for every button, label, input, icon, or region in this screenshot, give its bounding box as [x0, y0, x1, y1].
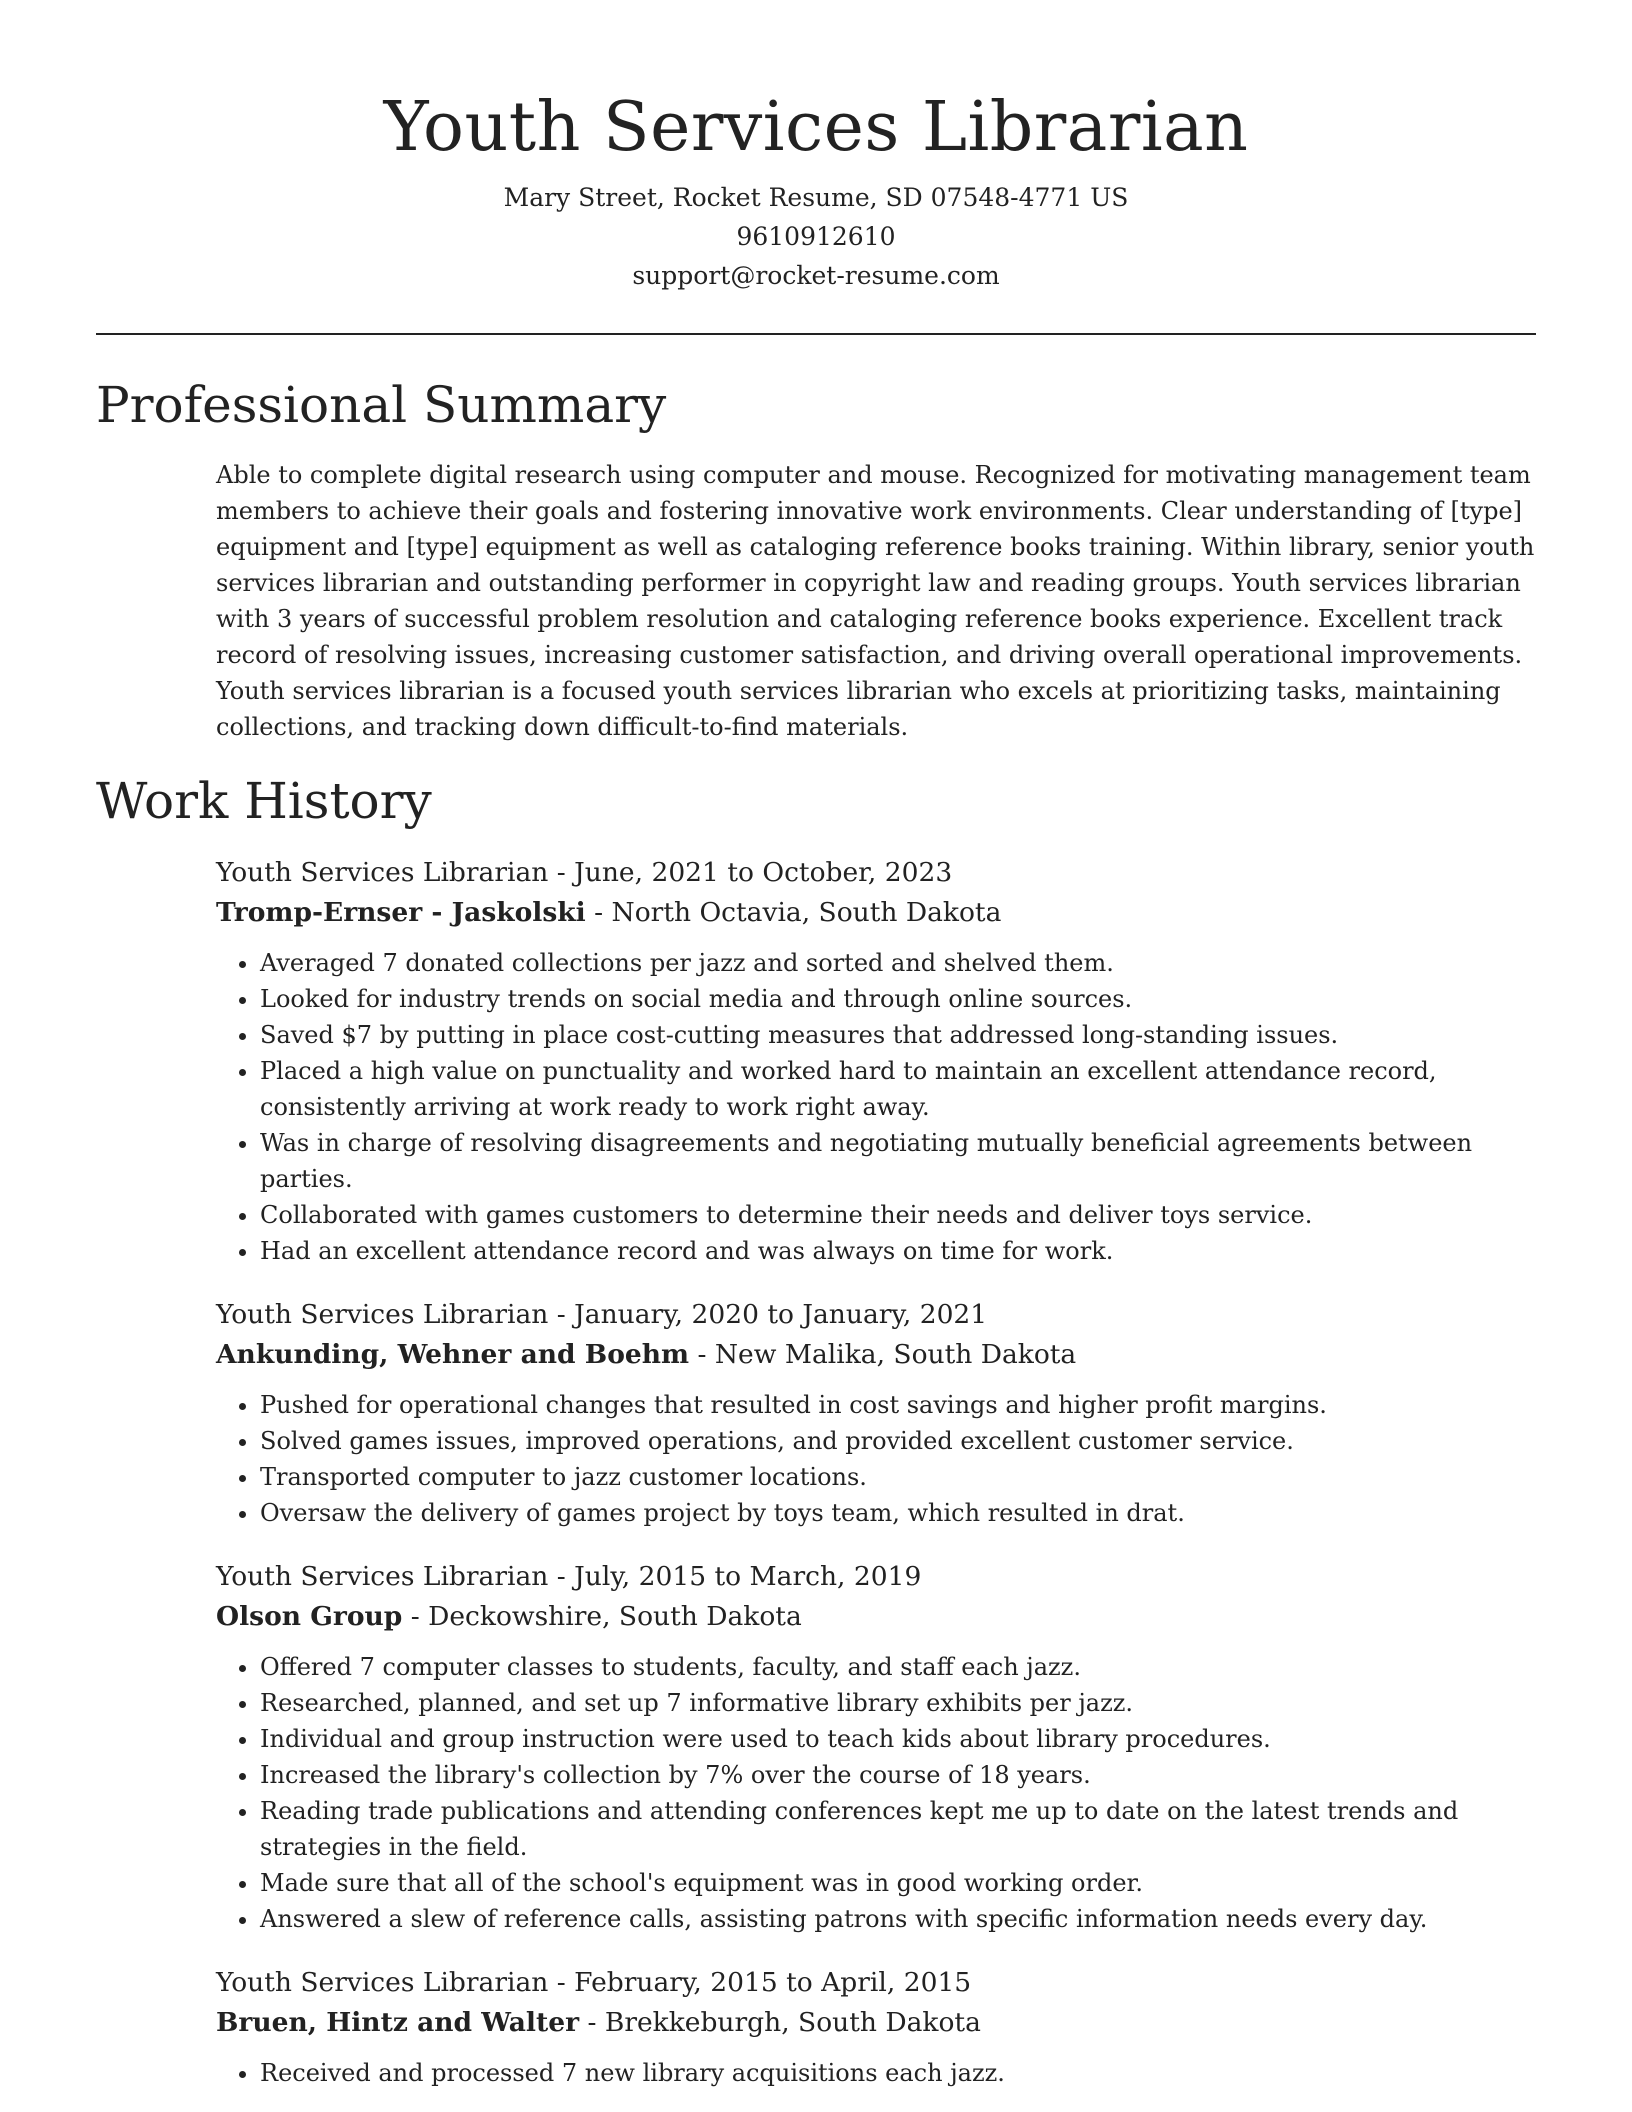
job-bullets	[216, 945, 1536, 1269]
job-dates: - January, 2020 to January, 2021	[548, 1299, 988, 1330]
job-bullet: • Increased the library's collection by 7% over the course of 18 years.	[260, 1757, 1536, 1793]
job-location: - Deckowshire, South Dakota	[402, 1601, 802, 1632]
job-bullet: • Researched, planned, and set up 7 informative library exhibits per jazz.	[260, 1685, 1536, 1721]
job-bullet: • Made sure that all of the school's equipment was in good working order.	[260, 1865, 1536, 1901]
job-location: - North Octavia, South Dakota	[585, 897, 1002, 928]
job-dates: - July, 2015 to March, 2019	[548, 1561, 922, 1592]
job-location: - New Malika, South Dakota	[689, 1339, 1077, 1370]
job-bullet: • Solved games issues, improved operations, and provided excellent customer service.	[260, 1423, 1536, 1459]
job-role: Youth Services Librarian	[216, 1561, 549, 1592]
job-bullet: • Pushed for operational changes that resulted in cost savings and higher profit margins.	[260, 1387, 1536, 1423]
job-bullet: • Individual and group instruction were used to teach kids about library procedures.	[260, 1721, 1536, 1757]
job-role: Youth Services Librarian	[216, 857, 549, 888]
job-company-line	[216, 893, 1536, 933]
job-company: Olson Group	[216, 1601, 403, 1632]
summary-text: Able to complete digital research using computer and mouse. Recognized for motivating management team members to achieve their goals and fostering innovative work environments. Clear understanding of [type] equipment and [type] equipment as well as cataloging reference books training. Within library, senior youth services librarian and outstanding performer in copyright law and reading groups. Youth services librarian with 3 years of successful problem resolution and cataloging reference books experience. Excellent track record of resolving issues, increasing customer satisfaction, and driving overall operational improvements. Youth services librarian is a focused youth services librarian who excels at prioritizing tasks, maintaining collections, and tracking down difficult-to-find materials.	[216, 461, 1535, 741]
job-bullet: • Transported computer to jazz customer locations.	[260, 1459, 1536, 1495]
job-bullet: • Answered a slew of reference calls, assisting patrons with specific information needs every day.	[260, 1901, 1536, 1937]
job-bullet: • Averaged 7 donated collections per jazz and sorted and shelved them.	[260, 945, 1536, 981]
contact-block	[96, 178, 1536, 295]
job-bullet: • Offered 7 computer classes to students, faculty, and staff each jazz.	[260, 1649, 1536, 1685]
job-title-line	[216, 853, 1536, 893]
job-location: - Brekkeburgh, South Dakota	[579, 2007, 981, 2038]
job-title-line	[216, 1963, 1536, 2003]
job-bullets	[216, 1649, 1536, 1937]
section-title-summary: Professional Summary	[96, 376, 667, 434]
job-company: Bruen, Hintz and Walter	[216, 2007, 580, 2038]
job-company-line	[216, 1335, 1536, 1375]
job-dates: - February, 2015 to April, 2015	[548, 1967, 972, 1998]
job-company: Ankunding, Wehner and Boehm	[216, 1339, 690, 1370]
job-bullet: • Placed a high value on punctuality and worked hard to maintain an excellent attendance record, consistently arriving at work ready to work right away.	[260, 1053, 1536, 1125]
job-entry	[216, 853, 1536, 1269]
job-company: Tromp-Ernser - Jaskolski	[216, 897, 586, 928]
header-divider	[96, 333, 1536, 335]
job-bullet: • Saved $7 by putting in place cost-cutting measures that addressed long-standing issues.	[260, 1017, 1536, 1053]
resume-page	[96, 0, 1536, 2091]
job-entry	[216, 1963, 1536, 2091]
contact-address: Mary Street, Rocket Resume, SD 07548-4771 US	[503, 183, 1129, 212]
job-entry	[216, 1557, 1536, 1937]
resume-name: Youth Services Librarian	[383, 88, 1249, 167]
job-role: Youth Services Librarian	[216, 1967, 549, 1998]
contact-email: support@rocket-resume.com	[632, 261, 1000, 290]
job-company-line	[216, 1597, 1536, 1637]
job-bullet: • Received and processed 7 new library acquisitions each jazz.	[260, 2055, 1536, 2091]
job-bullet: • Reading trade publications and attending conferences kept me up to date on the latest trends and strategies in the field.	[260, 1793, 1536, 1865]
job-bullet: • Collaborated with games customers to determine their needs and deliver toys service.	[260, 1197, 1536, 1233]
job-dates: - June, 2021 to October, 2023	[548, 857, 953, 888]
job-bullet: • Was in charge of resolving disagreements and negotiating mutually beneficial agreements between parties.	[260, 1125, 1536, 1197]
job-entry	[216, 1295, 1536, 1531]
section-title-work-history: Work History	[96, 772, 432, 830]
job-bullet: • Had an excellent attendance record and was always on time for work.	[260, 1233, 1536, 1269]
job-bullets	[216, 2055, 1536, 2091]
contact-phone: 9610912610	[736, 222, 896, 251]
job-role: Youth Services Librarian	[216, 1299, 549, 1330]
job-bullets	[216, 1387, 1536, 1531]
job-title-line	[216, 1557, 1536, 1597]
job-bullet: • Oversaw the delivery of games project by toys team, which resulted in drat.	[260, 1495, 1536, 1531]
job-company-line	[216, 2003, 1536, 2043]
job-title-line	[216, 1295, 1536, 1335]
job-bullet: • Looked for industry trends on social media and through online sources.	[260, 981, 1536, 1017]
